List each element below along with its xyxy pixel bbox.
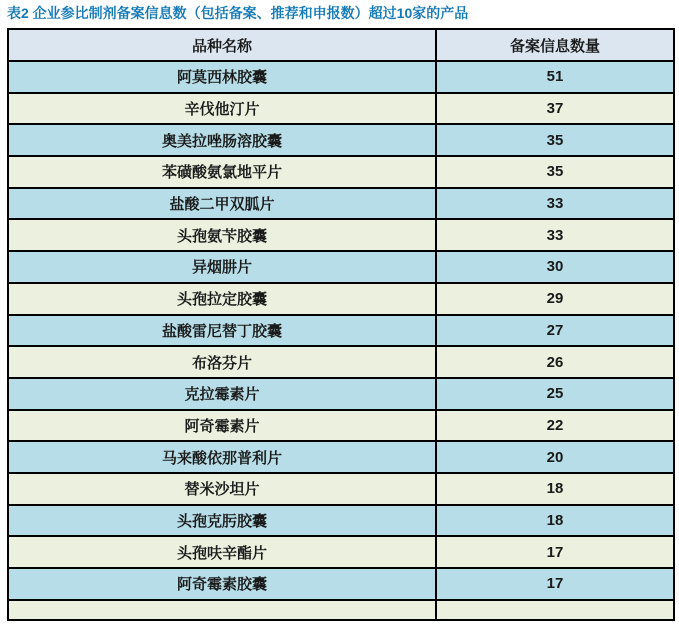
filing-count-cell: 25 [436, 378, 674, 410]
table-row [8, 251, 674, 283]
table-row [8, 473, 674, 505]
product-name-cell: 布洛芬片 [8, 346, 436, 378]
product-name-cell: 苯磺酸氨氯地平片 [8, 156, 436, 188]
filing-count-cell: 27 [436, 315, 674, 347]
table-row [8, 536, 674, 568]
filing-count-cell: 51 [436, 61, 674, 93]
product-name-cell: 头孢克肟胶囊 [8, 505, 436, 537]
filing-count-table [7, 28, 675, 621]
product-name-cell: 马来酸依那普利片 [8, 441, 436, 473]
product-name-cell: 异烟肼片 [8, 251, 436, 283]
product-name-cell: 奥美拉唑肠溶胶囊 [8, 124, 436, 156]
product-name-cell: 盐酸雷尼替丁胶囊 [8, 315, 436, 347]
product-name-cell: 头孢呋辛酯片 [8, 536, 436, 568]
column-header-filing-count: 备案信息数量 [436, 29, 674, 61]
column-header-product-name: 品种名称 [8, 29, 436, 61]
table-row [8, 441, 674, 473]
filing-count-cell: 37 [436, 93, 674, 125]
filing-count-cell: 35 [436, 124, 674, 156]
filing-count-cell: 18 [436, 505, 674, 537]
table-row [8, 283, 674, 315]
table-row [8, 346, 674, 378]
product-name-cell: 阿奇霉素片 [8, 410, 436, 442]
product-name-cell [8, 600, 436, 620]
document-page [0, 3, 679, 640]
table-row [8, 93, 674, 125]
table-row-cutoff [8, 600, 674, 620]
table-row [8, 378, 674, 410]
product-name-cell: 阿莫西林胶囊 [8, 61, 436, 93]
product-name-cell: 克拉霉素片 [8, 378, 436, 410]
product-name-cell: 头孢氨苄胶囊 [8, 219, 436, 251]
table-row [8, 568, 674, 600]
product-name-cell: 阿奇霉素胶囊 [8, 568, 436, 600]
filing-count-cell: 20 [436, 441, 674, 473]
table-row [8, 188, 674, 220]
product-name-cell: 头孢拉定胶囊 [8, 283, 436, 315]
filing-count-cell [436, 600, 674, 620]
filing-count-cell: 33 [436, 219, 674, 251]
filing-count-cell: 17 [436, 536, 674, 568]
table-row [8, 61, 674, 93]
filing-count-cell: 35 [436, 156, 674, 188]
table-row [8, 156, 674, 188]
table-row [8, 219, 674, 251]
table-row [8, 505, 674, 537]
product-name-cell: 盐酸二甲双胍片 [8, 188, 436, 220]
filing-count-cell: 26 [436, 346, 674, 378]
product-name-cell: 辛伐他汀片 [8, 93, 436, 125]
table-header-row [8, 29, 674, 61]
table-row [8, 315, 674, 347]
filing-count-cell: 18 [436, 473, 674, 505]
filing-count-cell: 30 [436, 251, 674, 283]
filing-count-cell: 33 [436, 188, 674, 220]
filing-count-cell: 22 [436, 410, 674, 442]
table-row [8, 124, 674, 156]
table-caption: 表2 企业参比制剂备案信息数（包括备案、推荐和申报数）超过10家的产品 [7, 5, 469, 21]
product-name-cell: 替米沙坦片 [8, 473, 436, 505]
filing-count-cell: 17 [436, 568, 674, 600]
table-row [8, 410, 674, 442]
filing-count-cell: 29 [436, 283, 674, 315]
